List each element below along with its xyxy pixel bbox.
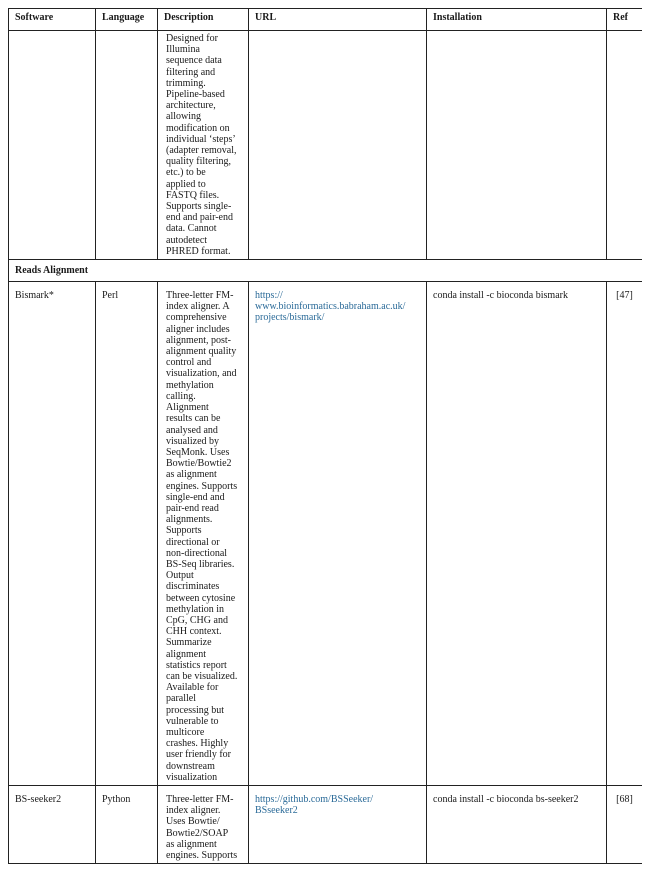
cell-description [158,786,249,864]
table-row [9,282,643,786]
cell-installation: conda install -c bioconda bismark [427,282,607,786]
table-row-continuation [9,31,643,260]
cell-url [249,282,427,786]
cell-language [96,31,158,260]
cell-ref [607,31,643,260]
header-installation: Installation [427,9,607,31]
software-table [8,8,642,864]
cell-installation [427,31,607,260]
cell-url [249,786,427,864]
cell-language: Python [96,786,158,864]
url-link[interactable]: https://github.com/BSSeeker/ BSseeker2 [255,794,374,817]
document-page [8,8,642,875]
table-row [9,786,643,864]
header-language: Language [96,9,158,31]
cell-software [9,31,96,260]
cell-ref: [68] [607,786,643,864]
table-header-row [9,9,643,31]
cell-installation: conda install -c bioconda bs-seeker2 [427,786,607,864]
header-url: URL [249,9,427,31]
header-software: Software [9,9,96,31]
header-ref: Ref [607,9,643,31]
cell-ref: [47] [607,282,643,786]
header-description: Description [158,9,249,31]
cell-description [158,31,249,260]
description-text: Designed for Illumina sequence data filtering and trimming. Pipeline-based architecture, allowing modification on individual ‘steps’ (adapter removal, quality filtering, etc.) to be applied to FASTQ files. Supports single- end and pair-end data. Cannot autodetect PHRED format. [166,33,237,257]
cell-url [249,31,427,260]
description-text: Three-letter FM- index aligner. A comprehensive aligner includes alignment, post- alignment quality control and visualization, and methylation calling. Alignment results can be analysed and visualized by SeqMonk. Uses Bowtie/Bowtie2 as alignment engines. Supports single-end and pair-end read alignments. Supports directional or non-directional BS-Seq libraries. Output discriminates between cytosine methylation in CpG, CHG and CHH context. Summarize alignment statistics report can be visualized. Available for parallel processing but vulnerable to multicore crashes. Highly user friendly for downstream visualization [166,290,238,783]
cell-software: Bismark* [9,282,96,786]
cell-description [158,282,249,786]
cell-software: BS-seeker2 [9,786,96,864]
cell-language: Perl [96,282,158,786]
description-text: Three-letter FM- index aligner. Uses Bowtie/ Bowtie2/SOAP as alignment engines. Supports [166,794,238,862]
section-title: Reads Alignment [9,260,643,282]
url-link[interactable]: https:// www.bioinformatics.babraham.ac.uk/ projects/bismark/ [255,290,406,324]
section-row-reads-alignment [9,260,643,282]
